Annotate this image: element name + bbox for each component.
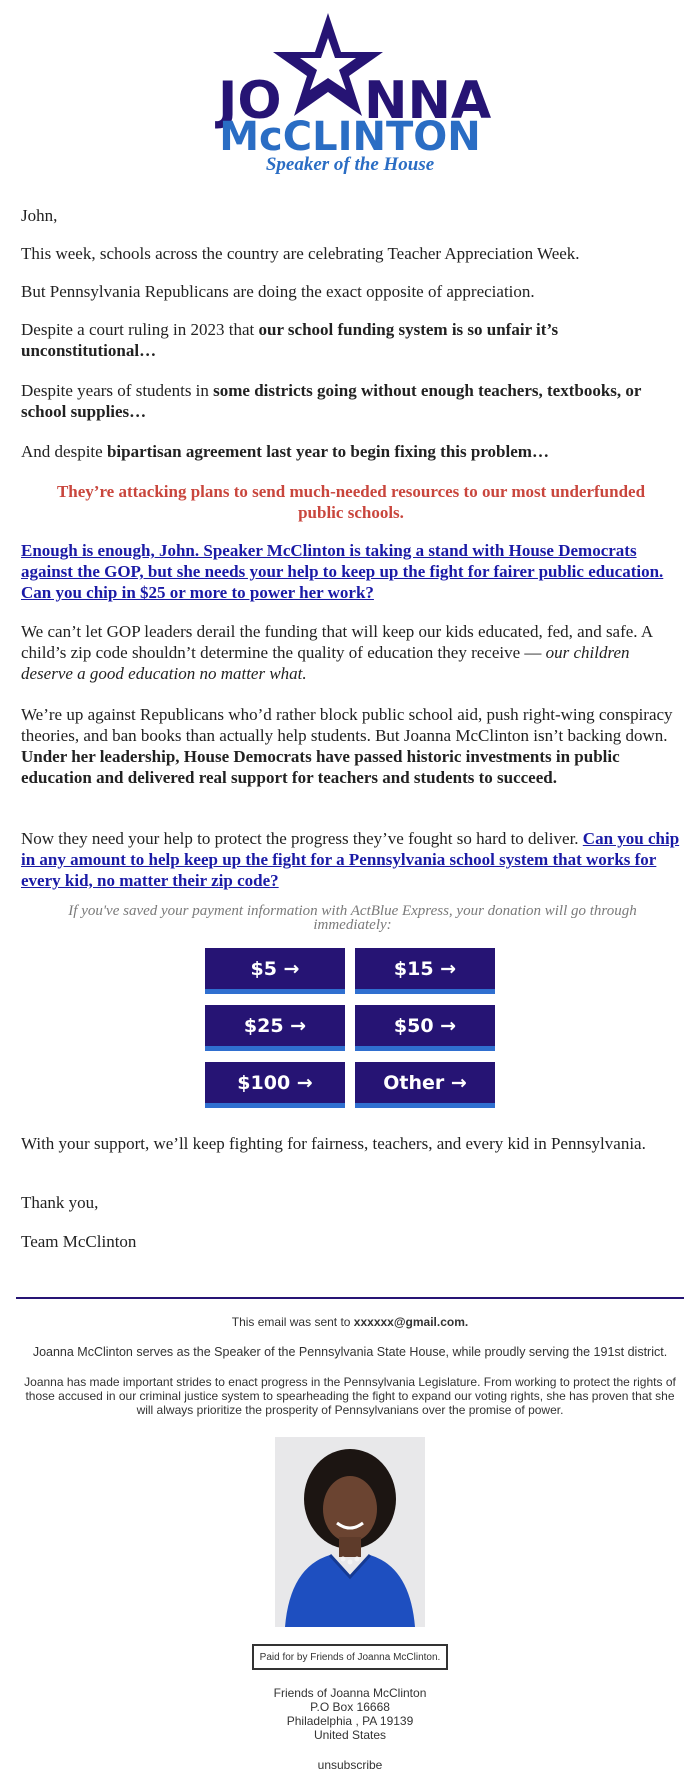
- donate-50-button[interactable]: $50 →: [355, 1005, 495, 1051]
- sent-to-line: This email was sent to xxxxxx@gmail.com.: [231, 1315, 469, 1329]
- paragraph-8: Now they need your help to protect the progress they’ve fought so hard to deliver. Can you chip in any amount to help keep up the fight for a Pennsylvania school system that works for every kid, no matter their zip code?: [21, 829, 680, 890]
- paragraph-4: Despite years of students in some districts going without enough teachers, textbooks, or school supplies…: [21, 381, 642, 421]
- campaign-logo: [0, 10, 700, 175]
- logo-first-part2: NNA: [364, 71, 492, 131]
- donate-link-25[interactable]: Enough is enough, John. Speaker McClinton is taking a stand with House Democrats against the GOP, but she needs your help to keep up the fight for fairer public education. Can you chip in $25 or more to power her work?: [21, 541, 664, 602]
- donate-100-button[interactable]: $100 →: [205, 1062, 345, 1108]
- greeting: John,: [21, 206, 58, 225]
- paragraph-1: This week, schools across the country are celebrating Teacher Appreciation Week.: [21, 244, 580, 263]
- paragraph-9: With your support, we’ll keep fighting for fairness, teachers, and every kid in Pennsylvania.: [21, 1134, 646, 1153]
- paragraph-6: We can’t let GOP leaders derail the funding that will keep our kids educated, fed, and safe. A child’s zip code shouldn’t determine the quality of education they receive — our children deserve a good education no matter what.: [21, 622, 653, 683]
- paragraph-5: And despite bipartisan agreement last year to begin fixing this problem…: [21, 442, 549, 461]
- donate-other-button[interactable]: Other →: [355, 1062, 495, 1108]
- unsubscribe-link[interactable]: unsubscribe: [317, 1758, 383, 1772]
- signature: Team McClinton: [21, 1232, 137, 1251]
- paid-for-box: Paid for by Friends of Joanna McClinton.: [252, 1644, 448, 1670]
- donate-25-button[interactable]: $25 →: [205, 1005, 345, 1051]
- logo-first-part: JO: [218, 71, 282, 131]
- address-city: Philadelphia , PA 19139: [286, 1714, 414, 1728]
- bio-2: Joanna has made important strides to enact progress in the Pennsylvania Legislature. From working to protect the rights of those accused in our criminal justice system to spearheading the fight to expand our voting rights, she has proven that she will always prioritize the prosperity of Pennsylvanians over the promise of power.: [24, 1375, 676, 1417]
- donate-link-paragraph: [21, 540, 681, 603]
- portrait-photo: [275, 1437, 425, 1627]
- donate-5-button[interactable]: $5 →: [205, 948, 345, 994]
- donate-link-any[interactable]: Can you chip in any amount to help keep up the fight for a Pennsylvania school system that works for every kid, no matter their zip code?: [21, 829, 680, 890]
- bio-1: Joanna McClinton serves as the Speaker of the Pennsylvania State House, while proudly serving the 191st district.: [32, 1345, 668, 1359]
- logo-tagline: Speaker of the House: [265, 154, 435, 175]
- paragraph-7: We’re up against Republicans who’d rather block public school aid, push right-wing conspiracy theories, and ban books than actually help students. But Joanna McClinton isn’t backing down. Under her leadership, House Democrats have passed historic investments in public education and delivered real support for teachers and students to succeed.: [21, 705, 673, 787]
- callout-text: They’re attacking plans to send much-needed resources to our most underfunded public schools.: [56, 482, 646, 522]
- footer-divider: [16, 1297, 684, 1299]
- donate-15-button[interactable]: $15 →: [355, 948, 495, 994]
- address-country: United States: [313, 1728, 387, 1742]
- logo-last-name: McCLINTON: [219, 114, 481, 160]
- address-name: Friends of Joanna McClinton: [273, 1686, 427, 1700]
- actblue-express-note: If you've saved your payment information with ActBlue Express, your donation will go through immediately:: [68, 903, 637, 933]
- address-pobox: P.O Box 16668: [310, 1700, 390, 1714]
- thank-you: Thank you,: [21, 1193, 99, 1212]
- paragraph-2: But Pennsylvania Republicans are doing the exact opposite of appreciation.: [21, 282, 535, 301]
- paragraph-3: Despite a court ruling in 2023 that our school funding system is so unfair it’s unconstitutional…: [21, 320, 559, 360]
